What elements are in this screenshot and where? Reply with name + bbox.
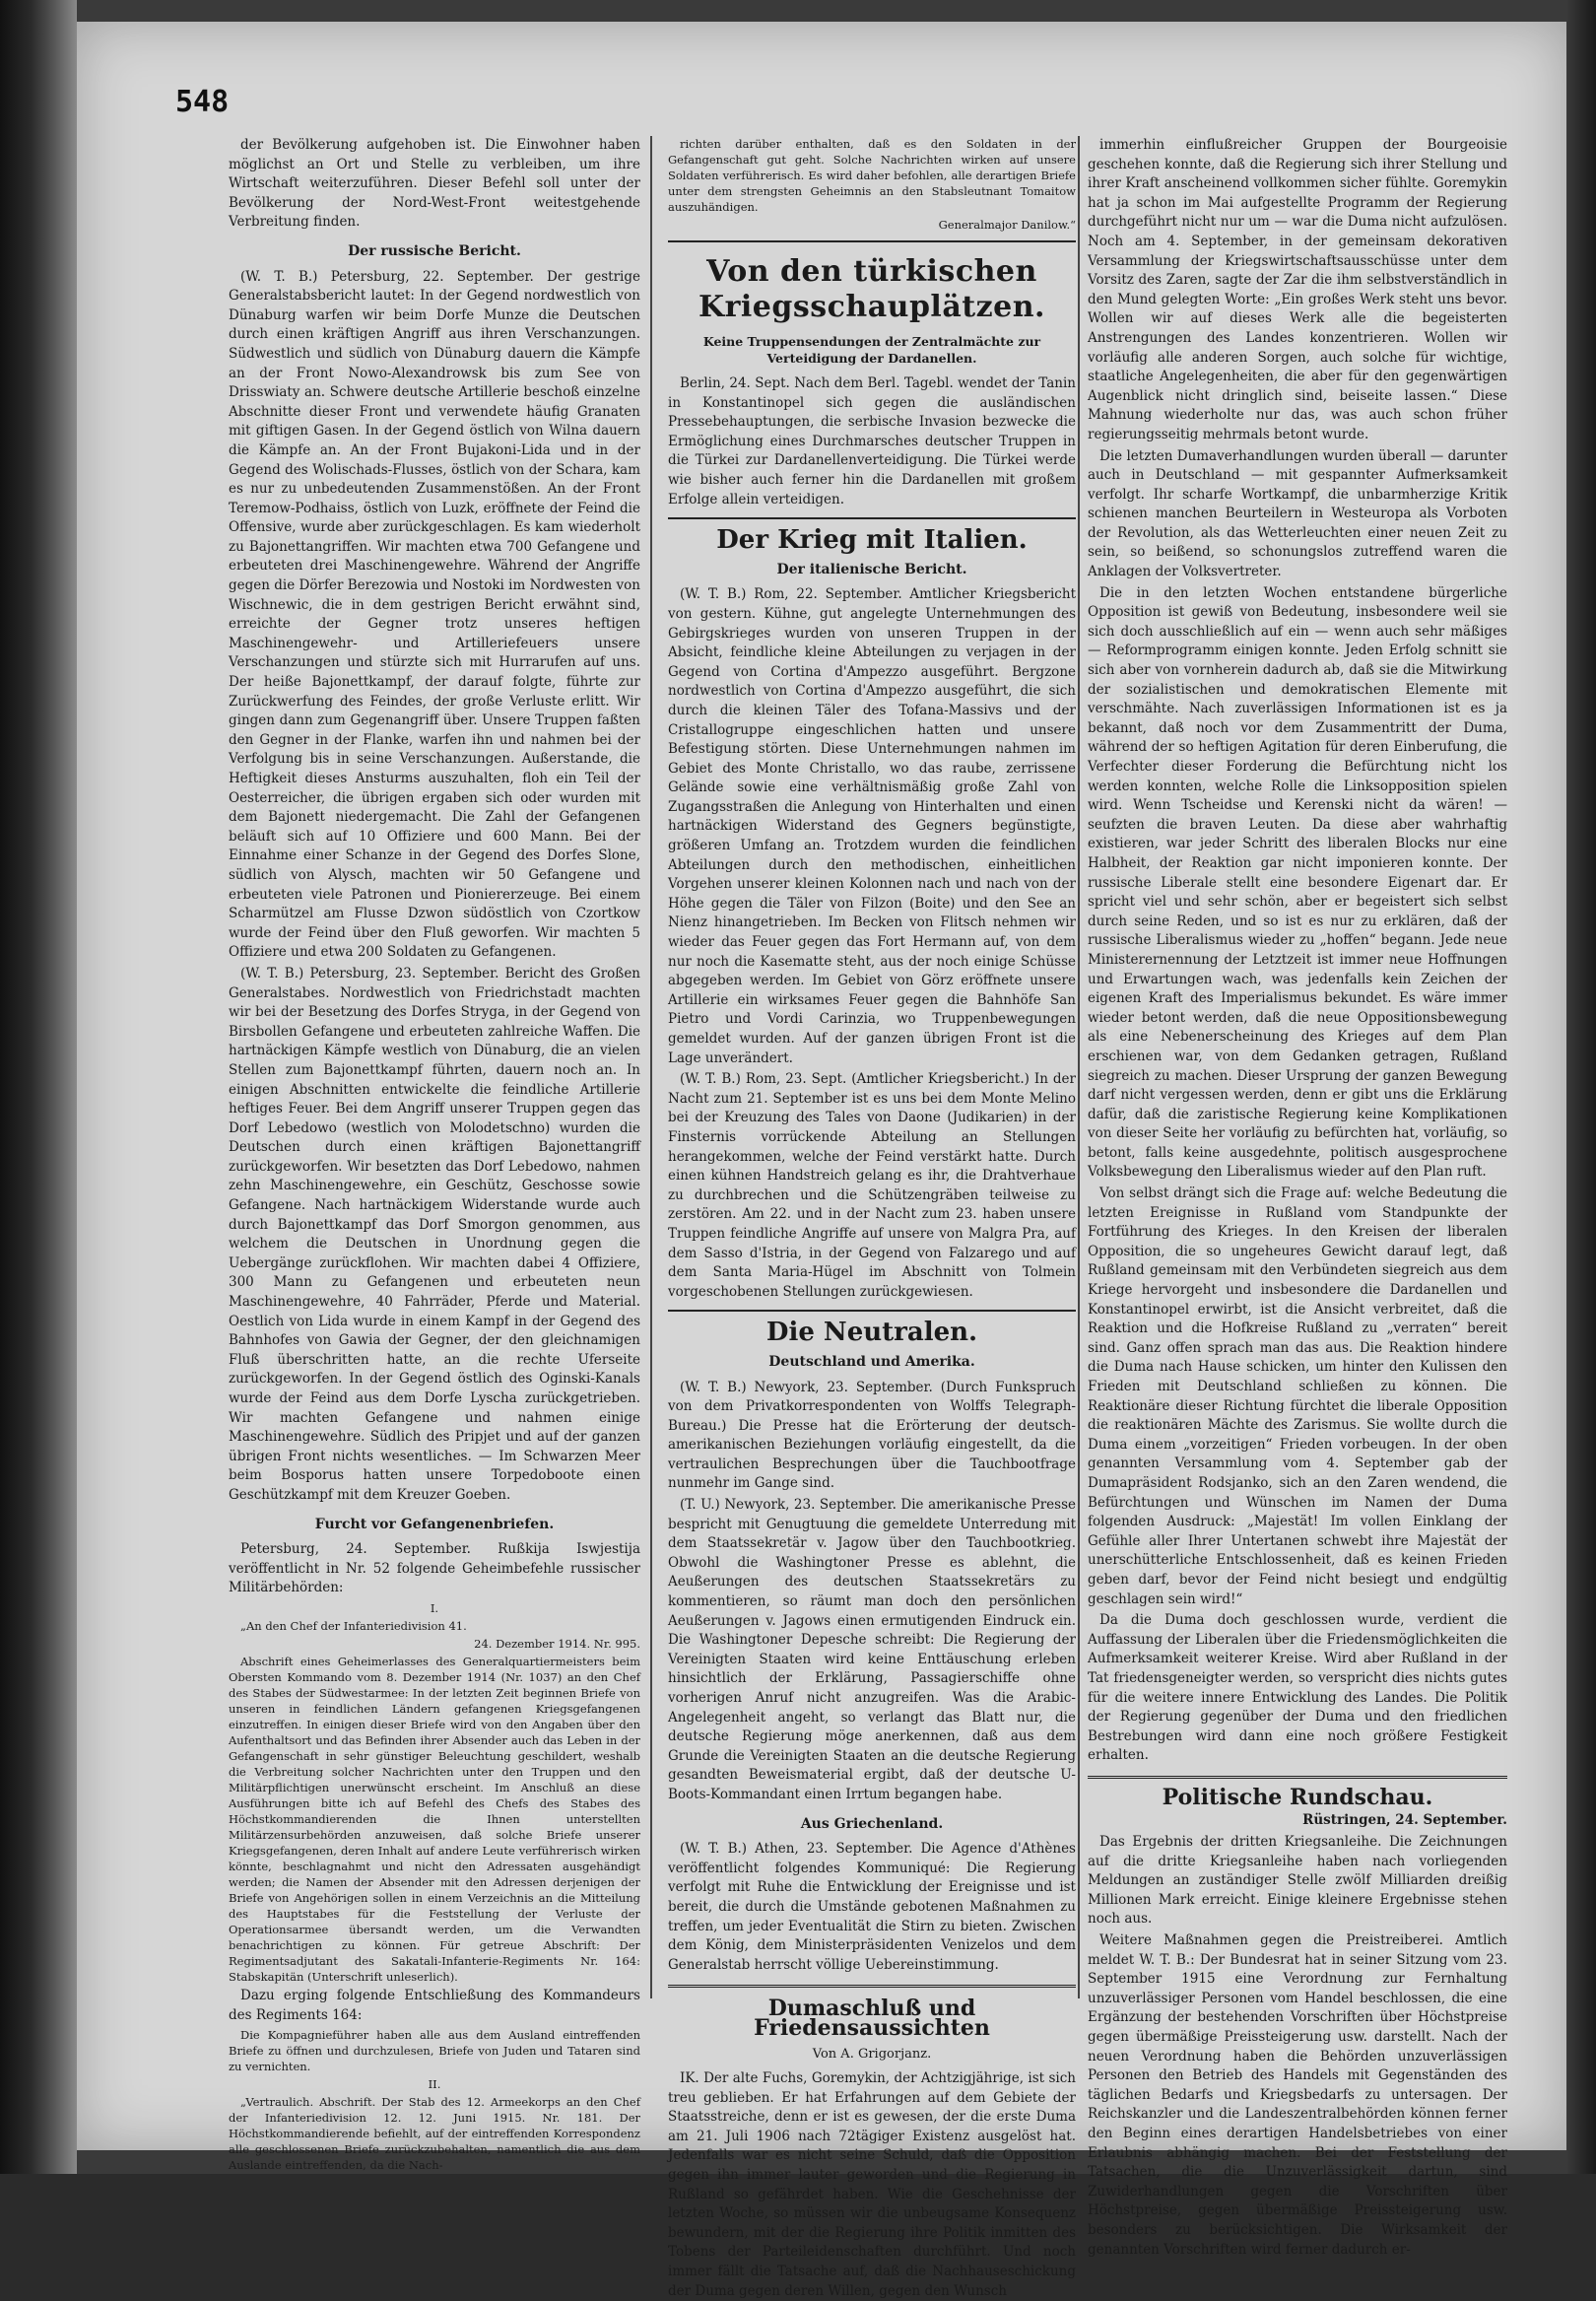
roman-one: I. [430, 1600, 439, 1615]
section-divider-double [668, 1985, 1076, 1988]
italian-report-2: (W. T. B.) Rom, 23. Sept. (Amtlicher Kriegsbericht.) In der Nacht zum 21. September ist es uns bei dem Monte Melino bei der Kreuzung des Tales von Daone (Judikarien) in der Finsternis vorrückende Abteilung an Stellungen herangekommen, welche der Feind verstärkt hatte. Durch einen kühnen Handstreich gelang es ihr, die Drahtverhaue zu durchbrechen und die Schützengräben teilweise zu zerstören. Am 22. und in der Nacht zum 23. haben unsere Truppen feindliche Angriffe auf unsere von Malgra Pra, auf dem Sasso d'Istria, in der Gegend von Falzarego und auf dem Santa Maria-Hügel im Abschnitt von Tolmein vorgeschobenen Stellungen zurückgewiesen. [668, 1071, 1076, 1300]
section-divider-double [1088, 1776, 1507, 1779]
heading-russian-report: Der russische Bericht. [348, 242, 521, 259]
heading-political-review: Politische Rundschau. [1162, 1784, 1433, 1810]
section-divider [668, 1310, 1076, 1312]
regiment-resolution-intro: Dazu erging folgende Entschließung des Kommandeurs des Regiments 164: [229, 1987, 640, 2023]
column-2 [668, 136, 1076, 2299]
heading-fear-of-letters: Furcht vor Gefangenenbriefen. [314, 1516, 555, 1532]
duma-article-cont-2: Die letzten Dumaverhandlungen wurden überall — darunter auch in Deutschland — mit gespannter Aufmerksamkeit verfolgt. Ihr scharfe Wortkampf, die unbarmherzige Kritik schienen manchen Beurteilern in Westeuropa als Vorboten der Revolution, als das Wetterleuchten einer neuen Zeit zu sein, so beißend, so schonungslos zutreffend waren die Anklagen der Volksvertreter. [1088, 447, 1507, 580]
section-divider [668, 517, 1076, 519]
heading-turkish-theatres: Von den türkischen Kriegsschauplätzen. [698, 254, 1045, 324]
order-two-continued: richten darüber enthalten, daß es den Soldaten in der Gefangenschaft gut geht. Solche Nachrichten wirken auf unsere Soldaten verführerisch. Es wird daher befohlen, alle derartigen Briefe unter dem strengsten Geheimnis an den Stabsleutnant Tomaitow auszuhändigen. [668, 137, 1076, 214]
page-edge-shadow [1566, 0, 1596, 2174]
duma-article-cont-3: Die in den letzten Wochen entstandene bürgerliche Opposition ist gewiß von Bedeutung, insbesondere weil sie sich doch ausschließlich auf ein — wenn auch sehr mäßiges — Reformprogramm einigen konnte. Jeden Erfolg schnitt sie sich aber von vornherein dadurch ab, daß sie die Mitwirkung der sozialistischen und demokratischen Elemente mit verschmähte. Nach zuverlässigen Informationen ist es ja bekannt, daß noch vor dem Zusammentritt der Duma, während der so heftigen Agitation für deren Einberufung, die Verfechter dieser Forderung die Befürchtung nicht los werden konnten, welche Rolle die Linksopposition spielen wird. Wenn Tscheidse und Kerenski nicht da wären! — seufzten die braven Leuten. Da diese aber wahrhaftig existieren, war jeder Schritt des liberalen Blocks nur eine Halbheit, der Reaktion gar nicht imponieren konnte. Der russische Liberale stellt eine besondere Eigenart dar. Er spricht viel und sehr schön, aber er begeistert sich selbst durch seine Reden, und so ist es nur zu erklären, daß der russische Liberalismus wieder zu „hoffen“ begann. Jede neue Ministerernennung der Letztzeit ist immer neue Hoffnungen und Erwartungen wach, was jedenfalls kein Zeichen der eigenen Kraft des Imperialismus bekundet. Es wäre immer wieder betont werden, daß die neue Oppositionsbewegung als eine Nebenerscheinung des Krieges auf dem Plan erschienen war, von dem Gedanken getragen, Rußland siegreich zu machen. Dieser Ursprung der ganzen Bewegung darf nicht vergessen werden, denn er gibt uns die Erklärung dafür, daß die zaristische Regierung keine Komplikationen von dieser Seite her vorläufig zu befürchten hat, vorläufig, so betont, falls keine ausgedehnte, politisch ausgesprochene Volksbewegung den Liberalismus wieder auf den Plan ruft. [1088, 584, 1507, 1181]
deck-turkish: Keine Truppensendungen der Zentralmächte zur Verteidigung der Dardanellen. [702, 334, 1041, 366]
column-3 [1088, 136, 1507, 2258]
order-one-address: „An den Chef der Infanteriedivision 41. [240, 1618, 467, 1633]
page-number: 548 [175, 85, 230, 119]
duma-article-cont-4: Von selbst drängt sich die Frage auf: welche Bedeutung die letzten Ereignisse in Rußland vom Standpunkte der Fortführung des Krieges. In den Kreisen der liberalen Opposition, die so ungeheures Gewicht darauf legt, daß Rußland gemeinsam mit den Verbündeten siegreich aus dem Kriege hervorgeht und insbesondere die Dardanellen und Konstantinopel erwirbt, ist die Ansicht verbreitet, daß die Reaktion und die Hofkreise Rußland zu „verraten“ bereit sind. Ganz offen sprach man das aus. Die Reaktion hindere die Duma nach Hause schicken, um hinter den Kulissen den Frieden mit Deutschland schließen zu können. Die Reaktionäre dieser Richtung fürchtet die liberale Opposition die reaktionären Mächte des Zarismus. Sie wollte durch die Duma einem „vorzeitigen“ Frieden vorbeugen. In der oben genannten Versammlung vom 4. September gab der Dumapräsident Rodsjanko, sich an den Zaren wendend, die Befürchtungen und Wünschen im Namen der Duma folgenden Ausdruck: „Majestät! Im vollen Einklang der Gefühle aller Ihrer Untertanen schwebt ihre Majestät der unerschütterliche Entschlossenheit, daß es keinen Frieden geben darf, bevor der Feind nicht besiegt und endgültig geschlagen sein wird!“ [1088, 1185, 1507, 1607]
war-loan-paragraph: Das Ergebnis der dritten Kriegsanleihe. Die Zeichnungen auf die dritte Kriegsanleihe haben nach vorliegenden Meldungen an zuständiger Stelle zwölf Milliarden dreißig Millionen Mark erreicht. Einige kleinere Ergebnisse stehen noch aus. [1088, 1834, 1507, 1928]
intro-paragraph: der Bevölkerung aufgehoben ist. Die Einwohner haben möglichst an Ort und Stelle zu verbleiben, um ihre Wirtschaft weiterzuführen. Dieser Befehl soll unter der Bevölkerung der Nord-West-Front weitestgehende Verbreitung finden. [229, 137, 640, 231]
book-binding-edge [0, 0, 77, 2174]
heading-duma-closure: Dumaschluß und Friedensaussichten [754, 1996, 990, 2041]
greece-report: (W. T. B.) Athen, 23. September. Die Agence d'Athènes veröffentlicht folgendes Kommuniqué: Die Regierung verfolgt mit Ruhe die Entwicklung der Ereignisse und ist bereit, die durch die Umstände gebotenen Maßnahmen zu treffen, um jeder Eventualität die Stirn zu bieten. Zwischen dem König, dem Ministerpräsidenten Venizelos und dem Generalstab herrscht völlige Uebereinstimmung. [668, 1841, 1076, 1973]
heading-neutrals: Die Neutralen. [765, 1318, 978, 1348]
duma-article-cont-5: Da die Duma doch geschlossen wurde, verdient die Auffassung der Liberalen über die Friedensmöglichkeiten die Aufmerksamkeit weiterer Kreise. Wird aber Rußland in der Tat friedensgeneigter werden, so verspricht dies nichts gutes für die weitere innere Entwicklung des Landes. Die Politik der Regierung gegenüber der Duma und den friedlichen Bestrebungen wird dann eine noch größere Festigkeit erhalten. [1088, 1612, 1507, 1764]
duma-article-start: IK. Der alte Fuchs, Goremykin, der Achtzigjährige, ist sich treu geblieben. Er hat Erfahrungen auf dem Gebiete der Staatsstreiche, denn er ist es gewesen, der die erste Duma am 21. Juli 1906 nach 72tägiger Existenz ausgelöst hat. Jedenfalls war es nicht seine Schuld, daß die Opposition gegen ihn immer lauter geworden und die Regierung in Rußland so gefährdet haben. Wie die Geschehnisse der letzten Woche, so müssen wir die unbeugsame Konsequenz bewundern, mit der die Regierung ihre Politik inmitten des Tobens der Parteileidenschaften durchführt. Und noch immer fällt die Tatsache auf, daß die Nachhauseschickung der Duma gegen deren Willen, gegen den Wunsch [668, 2070, 1076, 2299]
america-report-1: (W. T. B.) Newyork, 23. September. (Durch Funkspruch von dem Privatkorrespondenten von Wolffs Telegraph-Bureau.) Die Presse hat die Erörterung der deutsch-amerikanischen Beziehungen vorläufig eingestellt, da die vertraulichen Besprechungen über die Tauchbootfrage nunmehr im Gange sind. [668, 1379, 1076, 1492]
byline: Von A. Grigorjanz. [812, 2046, 932, 2062]
order-two-signature: Generalmajor Danilow.“ [938, 218, 1076, 232]
italian-report-1: (W. T. B.) Rom, 22. September. Amtlicher Kriegsbericht von gestern. Kühne, gut angelegte Unternehmungen des Gebirgskrieges wurden von unseren Truppen in der Absicht, feindliche kleine Abteilungen zu verjagen in der Gegend von Cortina d'Ampezzo ausgeführt. Bergzone nordwestlich von Cortina d'Ampezzo ausgeführt, die sich durch die kleinen Täler des Tofana-Massivs und der Cristallogruppe eingeschlichen hatten und unsere Befestigung störten. Diese Unternehmungen nahmen im Gebiet des Monte Christallo, wo das raube, zerrissene Gelände sowie eine verhältnismäßig große Zahl von Zugangsstraßen die Anlegung von Hinterhalten und einen hartnäckigen Widerstand des Gegners begünstigte, größeren Umfang an. Trotzdem wurden die feindlichen Abteilungen durch den methodischen, einheitlichen Vorgehen unserer kleinen Kolonnen nach und nach von der Höhe gegen die Täler von Filzon (Boite) und den See an Nienz hinangetrieben. Im Becken von Flitsch nehmen wir wieder das Feuer gegen das Fort Hermann auf, von dem nur noch die Kasematte steht, aus der noch einige Schüsse abgegeben werden. Im Gebiet von Görz eröffnete unsere Artillerie ein wirksames Feuer gegen die Bahnhöfe San Pietro und Vordi Carinzia, wo Truppenbewegungen gemeldet wurden. Auf der ganzen übrigen Front ist die Lage unverändert. [668, 586, 1076, 1066]
duma-article-cont-1: immerhin einflußreicher Gruppen der Bourgeoisie geschehen konnte, daß die Regierung sich ihrer Stellung und ihrer Kraft anscheinend vollkommen sicher fühlte. Goremykin hat ja schon im Mai aufgestellte Programm der Regierung durchgeführt nicht nur um — war die Duma nicht aufzulösen. Noch am 4. September, in der gemeinsam dekorativen Versammlung der Kriegswirtschaftsausschüsse unter dem Vorsitz des Zaren, sagte der Zar die ihm selbstverständlich in den Mund gelegten Worte: „Ein großes Werk steht uns bevor. Wollen wir auf dieses Werk alle die begeisterten Anstrengungen des Landes konzentrieren. Wollen wir vorläufig alle anderen Sorgen, auch solche für wichtige, staatliche Angelegenheiten, die aber für den gegenwärtigen Augenblick nicht dringlich sind, beiseite lassen.“ Diese Mahnung wiederholte nur das, was auch schon früher regierungsseitig mehrmals betont wurde. [1088, 137, 1507, 442]
subheading-germany-america: Deutschland und Amerika. [768, 1353, 975, 1370]
heading-war-with-italy: Der Krieg mit Italien. [716, 525, 1028, 556]
russian-report-1: (W. T. B.) Petersburg, 22. September. Der gestrige Generalstabsbericht lautet: In der Gegend nordwestlich von Dünaburg warfen wir beim Dorfe Munze die Deutschen durch einen kräftigen Angriff aus ihren Verschanzungen. Südwestlich und südlich von Dünaburg dauern die Kämpfe an der Front Nowo-Alexandrowsk bis zum See von Drisswiaty an. Schwere deutsche Artillerie beschoß einzelne Abschnitte dieser Front und verwendete häufig Granaten mit giftigen Gasen. In der Gegend östlich von Wilna dauern die Kämpfe an. An der Front Bujakoni-Lida und in der Gegend des Wolischads-Flusses, östlich von der Schara, kam es nur zu unbedeutenden Zusammenstößen. An der Front Teremow-Podhaiss, östlich von Luzk, eröffnete der Feind die Offensive, wurde aber zurückgeschlagen. Es kam wiederholt zu Bajonettangriffen. Wir machten etwa 700 Gefangene und erbeuteten drei Maschinengewehre. Während der Angriffe gegen die Dörfer Berezowia und Nostoki im Nordwesten von Wischnewic, die in dem gestrigen Bericht erwähnt sind, erreichte der Gegner trotz unseres heftigen Maschinengewehr- und Artilleriefeuers unsere Verschanzungen und stürzte sich mit Hurrarufen auf uns. Der heiße Bajonettkampf, der darauf folgte, führte zur Zurückwerfung des Feindes, der große Verluste erlitt. Wir gingen dann zum Gegenangriff über. Unsere Truppen faßten den Gegner in der Flanke, warfen ihn und nahmen bei der Verfolgung bis in seine Verschanzungen. Außerstande, die Heftigkeit dieses Ansturms auszuhalten, floh ein Teil der Oesterreicher, die übrigen ergaben sich oder wurden mit dem Bajonett niedergemacht. Die Zahl der Gefangenen beläuft sich auf 10 Offiziere und 600 Mann. Bei der Einnahme einer Schanze in der Gegend des Dorfes Slone, südlich von Alysch, machten wir 50 Gefangene und erbeuteten viele Patronen und Pioniererzeuge. Bei einem Scharmützel am Flusse Dzwon südöstlich von Czortkow wurde der Feind über den Fluß geworfen. Wir machten 5 Offiziere und etwa 200 Soldaten zu Gefangenen. [229, 268, 640, 961]
regiment-resolution: Die Kompagnieführer haben alle aus dem Ausland eintreffenden Briefe zu öffnen und durchzulesen, Briefe von Juden und Tataren sind zu vernichten. [229, 2028, 640, 2074]
order-one-date: 24. Dezember 1914. Nr. 995. [474, 1636, 640, 1651]
column-1 [229, 136, 640, 2173]
order-one-body: Abschrift eines Geheimerlasses des Generalquartiermeisters beim Obersten Kommando vom 8. Dezember 1914 (Nr. 1037) an den Chef des Stabes der Südwestarmee: In der letzten Zeit beginnen Briefe von unseren in feindlichen Ländern gefangenen Kriegsgefangenen einzutreffen. In einigen dieser Briefe wird von den Angaben über den Aufenthaltsort und das Befinden ihrer Absender auch das Leben in der Gefangenschaft in sehr günstiger Beleuchtung geschildert, weshalb die Verbreitung solcher Nachrichten unter den Truppen und den Militärpflichtigen unerwünscht erscheint. Im Anschluß an diese Ausführungen bitte ich auf Befehl des Chefs des Stabes des Höchstkommandierenden die Ihnen unterstellten Militärzensurbehörden anzuweisen, daß solche Briefe unserer Kriegsgefangenen, deren Inhalt auf andere Leute verführerisch wirken könnte, beschlagnahmt und nicht den Adressaten ausgehändigt werden; die Namen der Absender mit den Adressen derjenigen der Briefe von Angehörigen sollen in einem Verzeichnis an die Mitteilung des Hauptstabes für die Feststellung der Verluste der Operationsarmee übersandt werden, um die Verwandten benachrichtigen zu können. Für getreue Abschrift: Der Regimentsadjutant des Sakatali-Infanterie-Regiments Nr. 164: Stabskapitän (Unterschrift unleserlich). [229, 1654, 640, 1984]
column-divider-1 [650, 136, 652, 1998]
column-divider-2 [1078, 136, 1080, 1998]
roman-two: II. [428, 2077, 441, 2092]
turkish-report: Berlin, 24. Sept. Nach dem Berl. Tagebl. wendet der Tanin in Konstantinopel sich gegen die ausländischen Pressebehauptungen, die serbische Invasion bezwecke die Ermöglichung eines Durchmarsches deutscher Truppen in die Türkei zur Dardanellenverteidigung. Die Türkei werde wie bisher auch ferner hin die Dardanellen mit großem Erfolge allein verteidigen. [668, 375, 1076, 508]
subheading-italian-report: Der italienische Bericht. [776, 561, 967, 577]
russian-report-2: (W. T. B.) Petersburg, 23. September. Bericht des Großen Generalstabes. Nordwestlich von Friedrichstadt machten wir bei der Besetzung des Dorfes Stryga, in der Gegend von Birsbollen Gefangene und erbeuteten zahlreiche Waffen. Die hartnäckigen Kämpfe westlich von Dünaburg, die an vielen Stellen zum Bajonettkampf führten, dauern noch an. In einigen Abschnitten entwickelte die feindliche Artillerie heftiges Feuer. Bei dem Angriff unserer Truppen gegen das Dorf Lebedowo (westlich von Molodetschno) wurden die Deutschen durch einen kräftigen Bajonettangriff zurückgeworfen. Wir besetzten das Dorf Lebedowo, nahmen zehn Maschinengewehre, ein Geschütz, Geschosse sowie Gefangene. Nach hartnäckigem Widerstande wurde auch durch Bajonettkampf das Dorf Smorgon genommen, aus welchem die Deutschen in Unordnung gegen die Uebergänge zurückflohen. Wir machten dabei 4 Offiziere, 300 Mann zu Gefangenen und erbeuteten neun Maschinengewehre, 40 Fahrräder, Pferde und Material. Oestlich von Lida wurde in einem Kampf in der Gegend des Bahnhofes von Gawia der Gegner, der den gleichnamigen Fluß überschritten hatte, an die rechte Uferseite zurückgeworfen. In der Gegend östlich des Oginski-Kanals wurde der Feind aus dem Dorfe Lyscha zurückgetrieben. Wir machten Gefangene und nahmen einige Maschinengewehre. Südlich des Pripjet und auf der ganzen übrigen Front nichts wesentliches. — Im Schwarzen Meer beim Bosporus hatten unsere Torpedoboote einen Geschützkampf mit dem Kreuzer Goeben. [229, 965, 640, 1503]
subheading-greece: Aus Griechenland. [800, 1815, 944, 1832]
order-two: „Vertraulich. Abschrift. Der Stab des 12. Armeekorps an den Chef der Infanteriedivision 12. 12. Juni 1915. Nr. 181. Der Höchstkommandierende befiehlt, auf der eintreffenden Korrespondenz alle geschlossenen Briefe zurückzubehalten, namentlich die aus dem Auslande eintreffenden, da die Nach- [229, 2095, 640, 2173]
izvestia-intro: Petersburg, 24. September. Rußkija Iswjestija veröffentlicht in Nr. 52 folgende Geheimbefehle russischer Militärbehörden: [229, 1541, 640, 1596]
section-divider [668, 240, 1076, 242]
america-report-2: (T. U.) Newyork, 23. September. Die amerikanische Presse bespricht mit Genugtuung die gemeldete Unterredung mit dem Staatssekretär v. Jagow über den Tauchbootkrieg. Obwohl die Washingtoner Presse es ablehnt, die Aeußerungen des deutschen Staatssekretärs zu kommentieren, so räumt man doch den persönlichen Aeußerungen v. Jagows einen ermutigenden Eindruck ein. Die Washingtoner Depesche schreibt: Die Regierung der Vereinigten Staaten wird keine Enttäuschung erleben hinsichtlich der Erklärung, Passagierschiffe ohne vorherigen Anruf nicht anzugreifen. Was die Arabic-Angelegenheit angeht, so verlangt das Blatt nur, die deutsche Regierung möge anerkennen, daß aus dem Grunde die Vereinigten Staaten an die deutsche Regierung gesandten Beweismaterial ergibt, daß der deutsche U-Boots-Kommandant einen Irrtum begangen habe. [668, 1497, 1076, 1802]
dateline: Rüstringen, 24. September. [1302, 1812, 1507, 1829]
price-gouging-paragraph: Weitere Maßnahmen gegen die Preistreiberei. Amtlich meldet W. T. B.: Der Bundesrat hat in seiner Sitzung vom 23. September 1915 eine Verordnung zur Fernhaltung unzuverlässiger Personen vom Handel beschlossen, die eine Ergänzung der bestehenden Vorschriften über Höchstpreise gegen übermäßige Preissteigerung usw. darstellt. Nach der neuen Verordnung haben die Behörden unzuverlässigen Personen den Betrieb des Handels mit Gegenständen des täglichen Bedarfs und Kriegsbedarfs zu untersagen. Der Reichskanzler und die Landeszentralbehörden können ferner den Beginn eines derartigen Handelsbetriebes von einer Erlaubnis abhängig machen. Bei der Feststellung der Tatsachen, die die Unzuverlässigkeit dartun, sind Zuwiderhandlungen gegen die Vorschriften über Höchstpreise, gegen übermäßige Preissteigerung usw. besonders zu berücksichtigen. Die Wirksamkeit der genannten Vorschriften wird ferner dadurch er- [1088, 1932, 1507, 2258]
